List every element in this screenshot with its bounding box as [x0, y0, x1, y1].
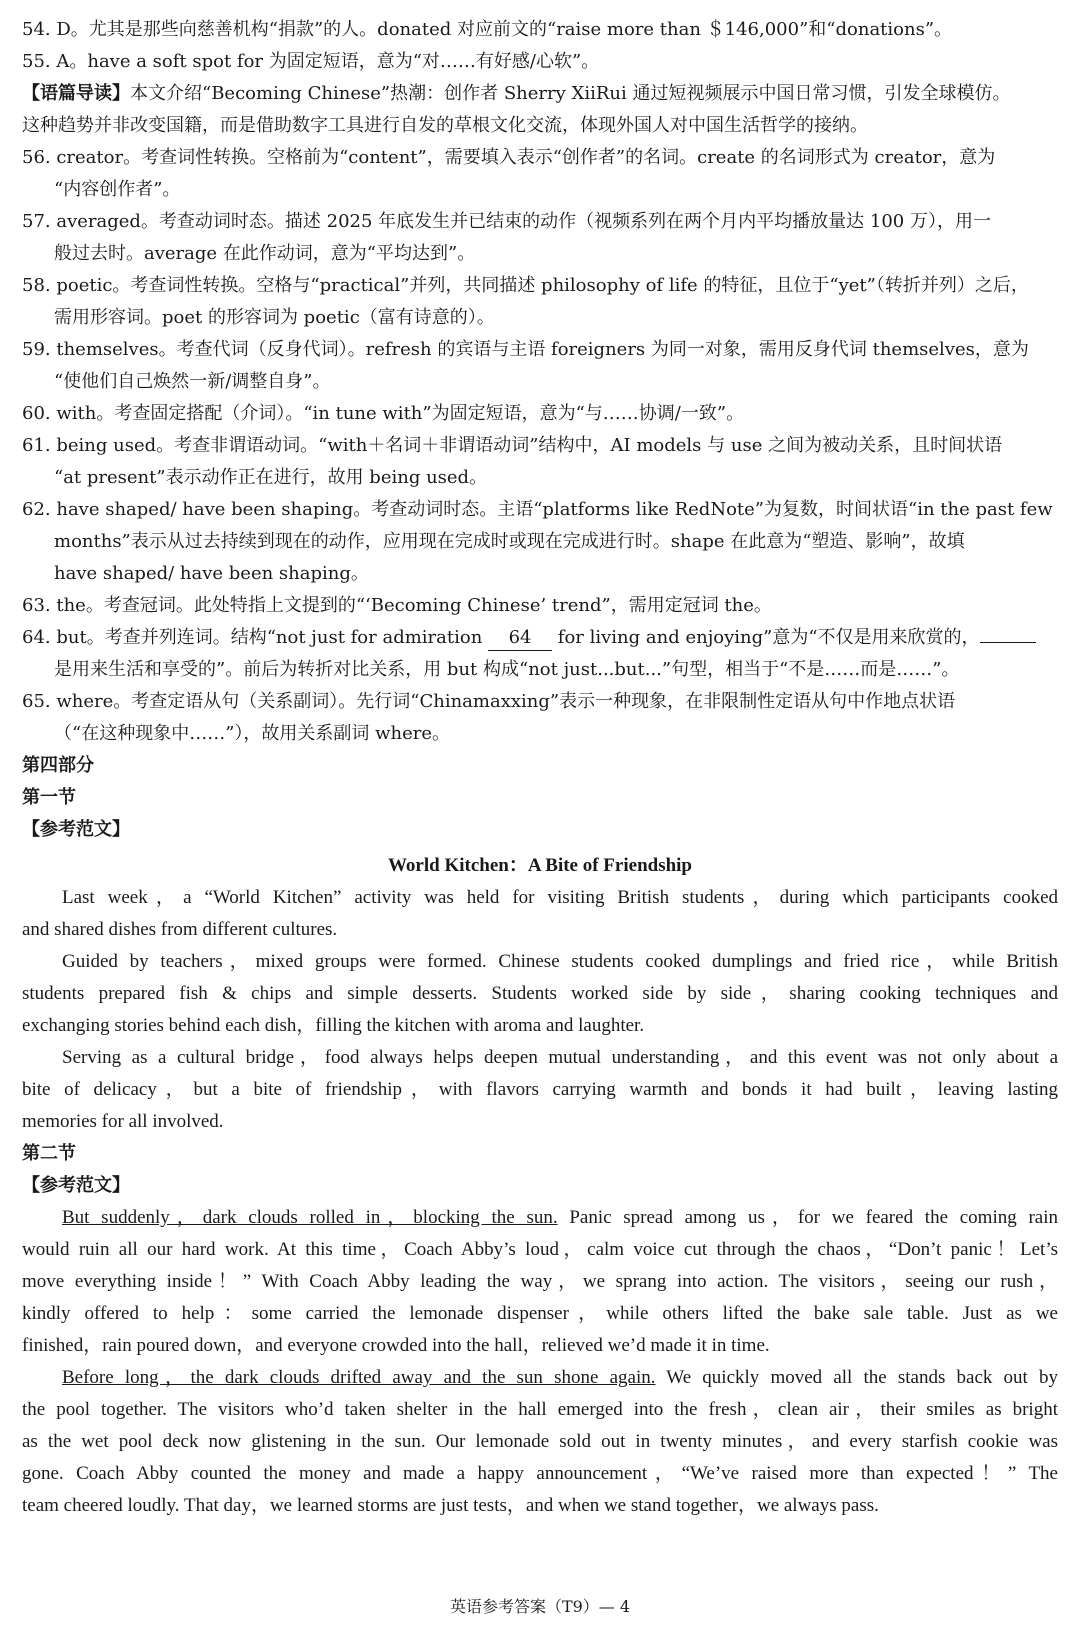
essay-title: World Kitchen：A Bite of Friendship: [387, 855, 693, 876]
reading-guide-line-1: [22, 78, 1058, 110]
essay1-p1-line-2: and shared dishes from different cultures.: [22, 919, 338, 940]
answer-62-line-1: 62. have shaped/ have been shaping。考查动词时态。主语“platforms like RedNote”为复数，时间状语“in the past few: [22, 499, 1053, 520]
answer-56-line-2: “内容创作者”。: [54, 179, 181, 200]
answer-58-line-2: 需用形容词。poet 的形容词为 poetic（富有诗意的）。: [54, 307, 495, 328]
essay2-p1-given-sentence: But suddenly，dark clouds rolled in，blocking the sun.: [62, 1207, 558, 1228]
essay1-p2-line-3: exchanging stories behind each dish，filling the kitchen with aroma and laughter.: [22, 1015, 645, 1036]
essay2-p2-line-1: [22, 1362, 1058, 1394]
essay1-p1-line-1: Last week，a “World Kitchen” activity was held for visiting British students，during which participants cooked: [62, 887, 1058, 908]
essay1-p3-line-2: bite of delicacy，but a bite of friendship，with flavors carrying warmth and bonds it had built，leaving lasting: [22, 1079, 1058, 1100]
answer-59-line-1: 59. themselves。考查代词（反身代词）。refresh 的宾语与主语 foreigners 为同一对象，需用反身代词 themselves，意为: [22, 339, 1029, 360]
answer-61-line-2: “at present”表示动作正在进行，故用 being used。: [54, 467, 488, 488]
answer-62-line-2: months”表示从过去持续到现在的动作，应用现在完成时或现在完成进行时。shape 在此意为“塑造、影响”，故填: [54, 531, 965, 552]
reading-guide-text-1: 本文介绍“Becoming Chinese”热潮：创作者 Sherry XiiRui 通过短视频展示中国日常习惯，引发全球模仿。: [130, 83, 1011, 104]
essay1-p2-line-2: students prepared fish & chips and simple desserts. Students worked side by side，sharing cooking techniques and: [22, 983, 1058, 1004]
page-footer: 英语参考答案（T9）— 4: [449, 1597, 631, 1616]
answer-64-blank: [980, 642, 1036, 643]
essay2-p2-text-1: We quickly moved all the stands back out by: [655, 1367, 1058, 1388]
answer-65-line-2: （“在这种现象中……”），故用关系副词 where。: [54, 723, 451, 744]
reading-guide-label: 【语篇导读】: [22, 83, 130, 104]
part-four-heading: 第四部分: [22, 755, 94, 776]
essay2-p2-line-2: the pool together. The visitors who’d taken shelter in the hall emerged into the fresh，clean air，their smiles as bright: [22, 1399, 1058, 1420]
answer-63: 63. the。考查冠词。此处特指上文提到的“‘Becoming Chinese’ trend”，需用定冠词 the。: [22, 595, 772, 616]
answer-57-line-1: 57. averaged。考查动词时态。描述 2025 年底发生并已结束的动作（视频系列在两个月内平均播放量达 100 万），用一: [22, 211, 991, 232]
section-one-heading: 第一节: [22, 787, 76, 808]
answer-59-line-2: “使他们自己焕然一新/调整自身”。: [54, 371, 331, 392]
answer-54: 54. D。尤其是那些向慈善机构“捐款”的人。donated 对应前文的“raise more than ＄146,000”和“donations”。: [22, 19, 953, 40]
essay2-p2-line-3: as the wet pool deck now glistening in the sun. Our lemonade sold out in twenty minutes，and every starfish cookie was: [22, 1431, 1058, 1452]
answer-56-line-1: 56. creator。考查词性转换。空格前为“content”，需要填入表示“创作者”的名词。create 的名词形式为 creator，意为: [22, 147, 996, 168]
essay1-p3-line-1: Serving as a cultural bridge，food always helps deepen mutual understanding，and this event was not only about a: [62, 1047, 1058, 1068]
reading-guide-line-2: 这种趋势并非改变国籍，而是借助数字工具进行自发的草根文化交流，体现外国人对中国生活哲学的接纳。: [22, 115, 868, 136]
answer-57-line-2: 般过去时。average 在此作动词，意为“平均达到”。: [54, 243, 476, 264]
answer-65-line-1: 65. where。考查定语从句（关系副词）。先行词“Chinamaxxing”表示一种现象，在非限制性定语从句中作地点状语: [22, 691, 956, 712]
answer-60: 60. with。考查固定搭配（介词）。“in tune with”为固定短语，意为“与……协调/一致”。: [22, 403, 745, 424]
answer-page: [22, 14, 1058, 1522]
essay2-p1-line-1: [22, 1202, 1058, 1234]
essay2-p2-line-5: team cheered loudly. That day，we learned storms are just tests，and when we stand together，we always pass.: [22, 1495, 879, 1516]
essay2-p1-line-5: finished，rain poured down，and everyone crowded into the hall，relieved we’d made it in time.: [22, 1335, 770, 1356]
essay2-p1-line-2: would ruin all our hard work. At this time，Coach Abby’s loud，calm voice cut through the chaos，“Don’t panic！Let’s: [22, 1239, 1058, 1260]
answer-61-line-1: 61. being used。考查非谓语动词。“with＋名词＋非谓语动词”结构中，AI models 与 use 之间为被动关系，且时间状语: [22, 435, 1003, 456]
answer-58-line-1: 58. poetic。考查词性转换。空格与“practical”并列，共同描述 philosophy of life 的特征，且位于“yet”（转折并列）之后，: [22, 275, 1029, 296]
sample-essay-label-1: 【参考范文】: [22, 819, 130, 840]
essay2-p2-line-4: gone. Coach Abby counted the money and made a happy announcement，“We’ve raised more than expected！” The: [22, 1463, 1058, 1484]
essay1-p2-line-1: Guided by teachers，mixed groups were formed. Chinese students cooked dumplings and fried rice，while British: [62, 951, 1058, 972]
sample-essay-label-2: 【参考范文】: [22, 1175, 130, 1196]
essay2-p1-line-3: move everything inside！” With Coach Abby leading the way，we sprang into action. The visitors，seeing our rush，: [22, 1271, 1058, 1292]
essay2-p1-line-4: kindly offered to help：some carried the lemonade dispenser，while others lifted the bake sale table. Just as we: [22, 1303, 1058, 1324]
answer-64-text-b: for living and enjoying”意为“不仅是用来欣赏的，: [557, 627, 980, 648]
answer-64-text-a: 64. but。考查并列连词。结构“not just for admiration: [22, 627, 483, 648]
answer-64-line-1: [22, 622, 1058, 654]
answer-64-blank-number: 64: [488, 626, 552, 651]
essay2-p2-given-sentence: Before long，the dark clouds drifted away and the sun shone again.: [62, 1367, 656, 1388]
essay1-p3-line-3: memories for all involved.: [22, 1111, 224, 1132]
essay2-p1-text-1: Panic spread among us，for we feared the coming rain: [557, 1207, 1058, 1228]
section-two-heading: 第二节: [22, 1143, 76, 1164]
answer-62-line-3: have shaped/ have been shaping。: [54, 563, 369, 584]
answer-55: 55. A。have a soft spot for 为固定短语，意为“对……有好感/心软”。: [22, 51, 600, 72]
answer-64-line-2: 是用来生活和享受的”。前后为转折对比关系，用 but 构成“not just...but...”句型，相当于“不是……而是……”。: [54, 659, 960, 680]
